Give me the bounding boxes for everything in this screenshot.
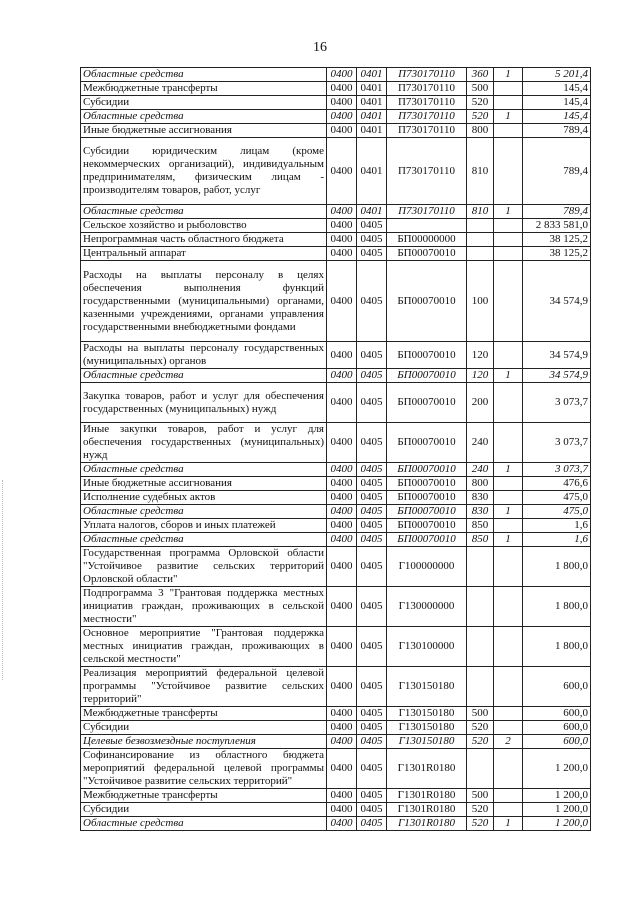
table-row: [81, 749, 591, 789]
row-funding-source: [494, 667, 523, 707]
row-name: Субсидии юридическим лицам (кроме некоммерческих организаций), индивидуальным предпринимателям, физическим лицам - производителям товаров, работ, услуг: [81, 138, 327, 205]
row-expense-type: 830: [467, 491, 494, 505]
row-amount: 1 800,0: [523, 547, 591, 587]
row-subsection-code: 0405: [357, 342, 387, 369]
row-section-code: 0400: [327, 707, 357, 721]
row-expense-type: 240: [467, 423, 494, 463]
row-target-article: БП00070010: [387, 491, 467, 505]
row-subsection-code: 0405: [357, 547, 387, 587]
row-funding-source: [494, 138, 523, 205]
row-section-code: 0400: [327, 219, 357, 233]
row-section-code: 0400: [327, 68, 357, 82]
row-target-article: БП00070010: [387, 247, 467, 261]
row-section-code: 0400: [327, 205, 357, 219]
row-section-code: 0400: [327, 721, 357, 735]
row-amount: 145,4: [523, 82, 591, 96]
row-section-code: 0400: [327, 519, 357, 533]
row-amount: 1,6: [523, 533, 591, 547]
row-expense-type: 100: [467, 261, 494, 342]
row-funding-source: 1: [494, 505, 523, 519]
table-row: [81, 463, 591, 477]
row-funding-source: [494, 82, 523, 96]
row-amount: 1 200,0: [523, 749, 591, 789]
row-expense-type: 830: [467, 505, 494, 519]
row-subsection-code: 0405: [357, 789, 387, 803]
table-row: [81, 124, 591, 138]
row-section-code: 0400: [327, 383, 357, 423]
row-section-code: 0400: [327, 817, 357, 831]
row-funding-source: [494, 789, 523, 803]
row-target-article: Г130150180: [387, 721, 467, 735]
row-subsection-code: 0405: [357, 817, 387, 831]
row-target-article: П730170110: [387, 205, 467, 219]
row-amount: 5 201,4: [523, 68, 591, 82]
row-amount: 789,4: [523, 205, 591, 219]
row-expense-type: 240: [467, 463, 494, 477]
row-amount: 789,4: [523, 124, 591, 138]
row-amount: 600,0: [523, 721, 591, 735]
row-amount: 1 200,0: [523, 789, 591, 803]
table-row: [81, 369, 591, 383]
row-expense-type: [467, 587, 494, 627]
row-funding-source: [494, 707, 523, 721]
row-section-code: 0400: [327, 547, 357, 587]
row-target-article: БП00070010: [387, 533, 467, 547]
row-funding-source: 1: [494, 68, 523, 82]
row-amount: 600,0: [523, 735, 591, 749]
row-name: Субсидии: [81, 803, 327, 817]
row-section-code: 0400: [327, 749, 357, 789]
row-expense-type: [467, 627, 494, 667]
row-section-code: 0400: [327, 667, 357, 707]
table-row: [81, 261, 591, 342]
row-funding-source: [494, 491, 523, 505]
table-row: [81, 383, 591, 423]
row-section-code: 0400: [327, 463, 357, 477]
row-name: Реализация мероприятий федеральной целевой программы "Устойчивое развитие сельских территорий": [81, 667, 327, 707]
row-name: Уплата налогов, сборов и иных платежей: [81, 519, 327, 533]
row-expense-type: [467, 749, 494, 789]
row-subsection-code: 0401: [357, 68, 387, 82]
row-section-code: 0400: [327, 735, 357, 749]
row-expense-type: 500: [467, 82, 494, 96]
table-row: [81, 533, 591, 547]
table-row: [81, 68, 591, 82]
table-row: [81, 138, 591, 205]
row-expense-type: 500: [467, 707, 494, 721]
row-section-code: 0400: [327, 369, 357, 383]
row-section-code: 0400: [327, 138, 357, 205]
row-section-code: 0400: [327, 789, 357, 803]
row-target-article: БП00070010: [387, 505, 467, 519]
table-row: [81, 789, 591, 803]
row-expense-type: 520: [467, 817, 494, 831]
row-amount: 3 073,7: [523, 463, 591, 477]
row-name: Межбюджетные трансферты: [81, 707, 327, 721]
table-row: [81, 247, 591, 261]
row-name: Софинансирование из областного бюджета мероприятий федеральной целевой программы "Устойчивое развитие сельских территорий": [81, 749, 327, 789]
row-funding-source: 1: [494, 369, 523, 383]
row-target-article: Г130100000: [387, 627, 467, 667]
row-amount: 38 125,2: [523, 247, 591, 261]
row-funding-source: [494, 547, 523, 587]
row-expense-type: 850: [467, 533, 494, 547]
row-subsection-code: 0405: [357, 519, 387, 533]
row-target-article: Г130150180: [387, 735, 467, 749]
row-subsection-code: 0401: [357, 124, 387, 138]
row-amount: 145,4: [523, 96, 591, 110]
row-section-code: 0400: [327, 423, 357, 463]
row-name: Подпрограмма 3 "Грантовая поддержка местных инициатив граждан, проживающих в сельской местности": [81, 587, 327, 627]
row-target-article: П730170110: [387, 68, 467, 82]
row-funding-source: [494, 233, 523, 247]
row-subsection-code: 0401: [357, 138, 387, 205]
row-section-code: 0400: [327, 587, 357, 627]
row-target-article: Г1301R0180: [387, 789, 467, 803]
row-funding-source: 1: [494, 110, 523, 124]
row-name: Государственная программа Орловской области "Устойчивое развитие сельских территорий Орловской области": [81, 547, 327, 587]
row-expense-type: 520: [467, 110, 494, 124]
row-subsection-code: 0405: [357, 707, 387, 721]
row-subsection-code: 0405: [357, 505, 387, 519]
row-subsection-code: 0405: [357, 803, 387, 817]
table-row: [81, 587, 591, 627]
row-funding-source: [494, 749, 523, 789]
row-section-code: 0400: [327, 110, 357, 124]
row-amount: 34 574,9: [523, 342, 591, 369]
row-name: Межбюджетные трансферты: [81, 789, 327, 803]
row-subsection-code: 0405: [357, 749, 387, 789]
row-expense-type: 520: [467, 96, 494, 110]
row-subsection-code: 0405: [357, 667, 387, 707]
table-row: [81, 667, 591, 707]
row-target-article: [387, 219, 467, 233]
row-subsection-code: 0405: [357, 491, 387, 505]
budget-table-body: [81, 68, 591, 831]
table-row: [81, 491, 591, 505]
row-target-article: П730170110: [387, 138, 467, 205]
row-subsection-code: 0405: [357, 261, 387, 342]
row-funding-source: [494, 96, 523, 110]
row-subsection-code: 0405: [357, 587, 387, 627]
row-expense-type: [467, 547, 494, 587]
row-amount: 475,0: [523, 491, 591, 505]
row-section-code: 0400: [327, 233, 357, 247]
row-target-article: БП00070010: [387, 477, 467, 491]
row-section-code: 0400: [327, 477, 357, 491]
row-name: Межбюджетные трансферты: [81, 82, 327, 96]
row-amount: 600,0: [523, 707, 591, 721]
row-amount: 38 125,2: [523, 233, 591, 247]
row-expense-type: 800: [467, 124, 494, 138]
row-expense-type: [467, 233, 494, 247]
table-row: [81, 342, 591, 369]
row-subsection-code: 0405: [357, 219, 387, 233]
row-name: Областные средства: [81, 205, 327, 219]
row-expense-type: 800: [467, 477, 494, 491]
row-amount: 3 073,7: [523, 423, 591, 463]
row-subsection-code: 0405: [357, 369, 387, 383]
row-amount: 145,4: [523, 110, 591, 124]
table-row: [81, 707, 591, 721]
row-amount: 34 574,9: [523, 369, 591, 383]
row-target-article: БП00000000: [387, 233, 467, 247]
row-name: Областные средства: [81, 68, 327, 82]
row-funding-source: 2: [494, 735, 523, 749]
row-target-article: П730170110: [387, 96, 467, 110]
row-section-code: 0400: [327, 82, 357, 96]
row-name: Иные закупки товаров, работ и услуг для обеспечения государственных (муниципальных) нужд: [81, 423, 327, 463]
row-name: Областные средства: [81, 817, 327, 831]
row-section-code: 0400: [327, 803, 357, 817]
row-amount: 3 073,7: [523, 383, 591, 423]
row-target-article: Г130000000: [387, 587, 467, 627]
row-subsection-code: 0405: [357, 423, 387, 463]
table-row: [81, 219, 591, 233]
row-expense-type: [467, 667, 494, 707]
row-section-code: 0400: [327, 247, 357, 261]
row-name: Расходы на выплаты персоналу в целях обеспечения выполнения функций государственными (муниципальными) органами, казенными учреждениями, органами управления государственными внебюджетными фондами: [81, 261, 327, 342]
row-target-article: Г1301R0180: [387, 803, 467, 817]
row-subsection-code: 0405: [357, 463, 387, 477]
row-funding-source: 1: [494, 817, 523, 831]
table-row: [81, 735, 591, 749]
row-name: Иные бюджетные ассигнования: [81, 477, 327, 491]
row-funding-source: [494, 803, 523, 817]
table-row: [81, 519, 591, 533]
row-subsection-code: 0405: [357, 247, 387, 261]
row-funding-source: [494, 261, 523, 342]
row-amount: 1 200,0: [523, 817, 591, 831]
row-name: Иные бюджетные ассигнования: [81, 124, 327, 138]
row-target-article: БП00070010: [387, 463, 467, 477]
row-subsection-code: 0405: [357, 721, 387, 735]
row-amount: 1 800,0: [523, 627, 591, 667]
row-funding-source: [494, 519, 523, 533]
row-expense-type: [467, 219, 494, 233]
table-row: [81, 423, 591, 463]
row-name: Основное мероприятие "Грантовая поддержка местных инициатив граждан, проживающих в сельской местности": [81, 627, 327, 667]
row-target-article: Г1301R0180: [387, 817, 467, 831]
row-subsection-code: 0405: [357, 735, 387, 749]
row-funding-source: [494, 342, 523, 369]
row-expense-type: 200: [467, 383, 494, 423]
row-subsection-code: 0405: [357, 533, 387, 547]
row-name: Исполнение судебных актов: [81, 491, 327, 505]
table-row: [81, 505, 591, 519]
row-amount: 600,0: [523, 667, 591, 707]
row-amount: 476,6: [523, 477, 591, 491]
row-expense-type: 520: [467, 735, 494, 749]
row-name: Областные средства: [81, 369, 327, 383]
row-section-code: 0400: [327, 533, 357, 547]
table-row: [81, 721, 591, 735]
row-section-code: 0400: [327, 261, 357, 342]
row-target-article: Г130150180: [387, 667, 467, 707]
row-name: Областные средства: [81, 110, 327, 124]
row-name: Областные средства: [81, 533, 327, 547]
row-expense-type: 500: [467, 789, 494, 803]
row-funding-source: [494, 124, 523, 138]
row-target-article: БП00070010: [387, 369, 467, 383]
row-target-article: БП00070010: [387, 342, 467, 369]
table-row: [81, 547, 591, 587]
row-funding-source: 1: [494, 463, 523, 477]
row-amount: 34 574,9: [523, 261, 591, 342]
row-amount: 789,4: [523, 138, 591, 205]
row-subsection-code: 0401: [357, 205, 387, 219]
row-amount: 1 800,0: [523, 587, 591, 627]
row-expense-type: 120: [467, 369, 494, 383]
row-name: Непрограммная часть областного бюджета: [81, 233, 327, 247]
row-name: Субсидии: [81, 96, 327, 110]
table-row: [81, 233, 591, 247]
row-target-article: П730170110: [387, 82, 467, 96]
row-target-article: П730170110: [387, 110, 467, 124]
row-funding-source: [494, 627, 523, 667]
row-target-article: Г130150180: [387, 707, 467, 721]
row-section-code: 0400: [327, 342, 357, 369]
table-row: [81, 803, 591, 817]
row-section-code: 0400: [327, 96, 357, 110]
row-section-code: 0400: [327, 505, 357, 519]
row-expense-type: 810: [467, 205, 494, 219]
row-target-article: Г100000000: [387, 547, 467, 587]
row-section-code: 0400: [327, 124, 357, 138]
row-section-code: 0400: [327, 491, 357, 505]
binder-marks: [2, 480, 5, 680]
row-funding-source: [494, 219, 523, 233]
row-subsection-code: 0405: [357, 477, 387, 491]
row-amount: 475,0: [523, 505, 591, 519]
row-target-article: БП00070010: [387, 519, 467, 533]
row-name: Сельское хозяйство и рыболовство: [81, 219, 327, 233]
row-name: Расходы на выплаты персоналу государственных (муниципальных) органов: [81, 342, 327, 369]
row-expense-type: 810: [467, 138, 494, 205]
table-row: [81, 817, 591, 831]
row-expense-type: 850: [467, 519, 494, 533]
row-subsection-code: 0405: [357, 383, 387, 423]
row-subsection-code: 0405: [357, 627, 387, 667]
row-target-article: Г1301R0180: [387, 749, 467, 789]
row-target-article: БП00070010: [387, 383, 467, 423]
row-amount: 2 833 581,0: [523, 219, 591, 233]
row-expense-type: [467, 247, 494, 261]
row-expense-type: 520: [467, 803, 494, 817]
row-funding-source: [494, 587, 523, 627]
row-expense-type: 520: [467, 721, 494, 735]
row-expense-type: 120: [467, 342, 494, 369]
row-expense-type: 360: [467, 68, 494, 82]
row-funding-source: [494, 383, 523, 423]
row-funding-source: 1: [494, 533, 523, 547]
row-target-article: БП00070010: [387, 423, 467, 463]
row-section-code: 0400: [327, 627, 357, 667]
row-funding-source: [494, 477, 523, 491]
row-name: Закупка товаров, работ и услуг для обеспечения государственных (муниципальных) нужд: [81, 383, 327, 423]
row-name: Субсидии: [81, 721, 327, 735]
row-amount: 1 200,0: [523, 803, 591, 817]
row-subsection-code: 0401: [357, 110, 387, 124]
row-name: Областные средства: [81, 463, 327, 477]
row-subsection-code: 0401: [357, 96, 387, 110]
row-funding-source: 1: [494, 205, 523, 219]
row-amount: 1,6: [523, 519, 591, 533]
row-name: Центральный аппарат: [81, 247, 327, 261]
row-target-article: БП00070010: [387, 261, 467, 342]
row-funding-source: [494, 721, 523, 735]
row-subsection-code: 0401: [357, 82, 387, 96]
row-subsection-code: 0405: [357, 233, 387, 247]
table-row: [81, 627, 591, 667]
row-funding-source: [494, 423, 523, 463]
row-name: Целевые безвозмездные поступления: [81, 735, 327, 749]
row-funding-source: [494, 247, 523, 261]
page-number: 16: [313, 40, 327, 55]
table-row: [81, 477, 591, 491]
table-row: [81, 82, 591, 96]
table-row: [81, 110, 591, 124]
row-name: Областные средства: [81, 505, 327, 519]
table-row: [81, 96, 591, 110]
table-row: [81, 205, 591, 219]
row-target-article: П730170110: [387, 124, 467, 138]
budget-table: [80, 67, 591, 831]
